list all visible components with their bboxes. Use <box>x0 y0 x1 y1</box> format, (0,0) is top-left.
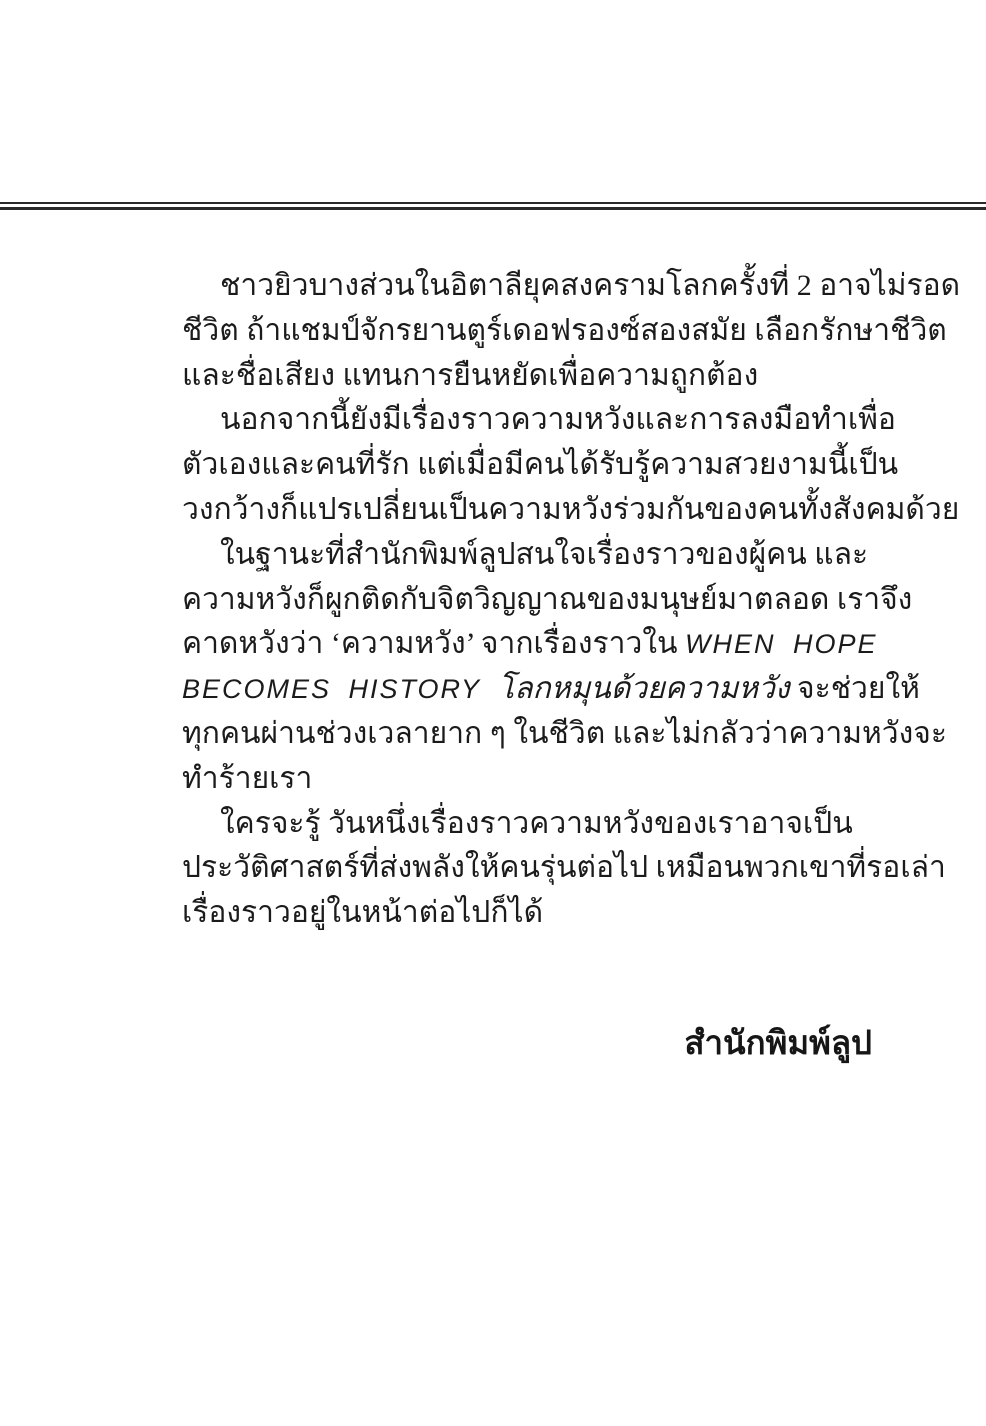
text-line <box>182 264 961 309</box>
divider-rule-top <box>0 202 986 204</box>
body-text: ใครจะรู้ วันหนึ่งเรื่องราวความหวังของเราอาจเป็น <box>220 806 853 840</box>
body-text: ความหวังก็ผูกติดกับจิตวิญญาณของมนุษย์มาตลอด เราจึง <box>182 582 913 616</box>
body-text: เรื่องราวอยู่ในหน้าต่อไปก็ได้ <box>182 896 544 930</box>
body-text: และชื่อเสียง แทนการยืนหยัดเพื่อความถูกต้อง <box>182 358 759 392</box>
body-text: นอกจากนี้ยังมีเรื่องราวความหวังและการลงมือทำเพื่อ <box>220 403 896 437</box>
text-line <box>182 846 946 891</box>
book-title-latin: BECOMES HISTORY <box>182 674 499 705</box>
body-text: วงกว้างก็แปรเปลี่ยนเป็นความหวังร่วมกันของคนทั้งสังคมด้วย <box>182 492 960 526</box>
body-text: ชีวิต ถ้าแชมป์จักรยานตูร์เดอฟรองซ์สองสมัย เลือกรักษาชีวิต <box>182 313 947 347</box>
body-text: ในฐานะที่สำนักพิมพ์ลูปสนใจเรื่องราวของผู้คน และ <box>220 537 869 571</box>
body-text: จะช่วยให้ <box>797 672 920 706</box>
text-line <box>182 533 874 578</box>
publisher-signature: สำนักพิมพ์ลูป <box>684 1024 872 1061</box>
text-line <box>182 667 920 712</box>
book-title-latin: WHEN HOPE <box>685 629 878 660</box>
paragraph <box>182 398 960 532</box>
body-text: ทุกคนผ่านช่วงเวลายาก ๆ ในชีวิต และไม่กลัวว่าความหวังจะ <box>182 716 947 750</box>
text-line <box>182 712 947 757</box>
book-title-thai: โลกหมุนด้วยความหวัง <box>498 672 797 706</box>
text-line <box>182 309 947 354</box>
text-line <box>182 622 878 667</box>
body-text: ทำร้ายเรา <box>182 761 313 795</box>
text-line <box>182 354 874 399</box>
body-text: คาดหวังว่า ‘ความหวัง’ จากเรื่องราวใน <box>182 627 685 661</box>
text-line <box>182 891 874 936</box>
paragraph <box>182 533 947 802</box>
text-line <box>182 488 960 533</box>
text-line <box>182 443 899 488</box>
text-line <box>182 578 913 623</box>
text-line <box>182 757 874 802</box>
divider-rule-bottom <box>0 207 986 210</box>
paragraph <box>182 264 961 398</box>
text-line <box>182 398 896 443</box>
text-block <box>182 264 961 936</box>
text-line <box>182 802 874 847</box>
body-text: ชาวยิวบางส่วนในอิตาลียุคสงครามโลกครั้งที่ 2 อาจไม่รอด <box>220 269 961 302</box>
paragraph <box>182 802 946 936</box>
body-text: ตัวเองและคนที่รัก แต่เมื่อมีคนได้รับรู้ความสวยงามนี้เป็น <box>182 448 899 482</box>
body-text: ประวัติศาสตร์ที่ส่งพลังให้คนรุ่นต่อไป เหมือนพวกเขาที่รอเล่า <box>182 851 946 885</box>
